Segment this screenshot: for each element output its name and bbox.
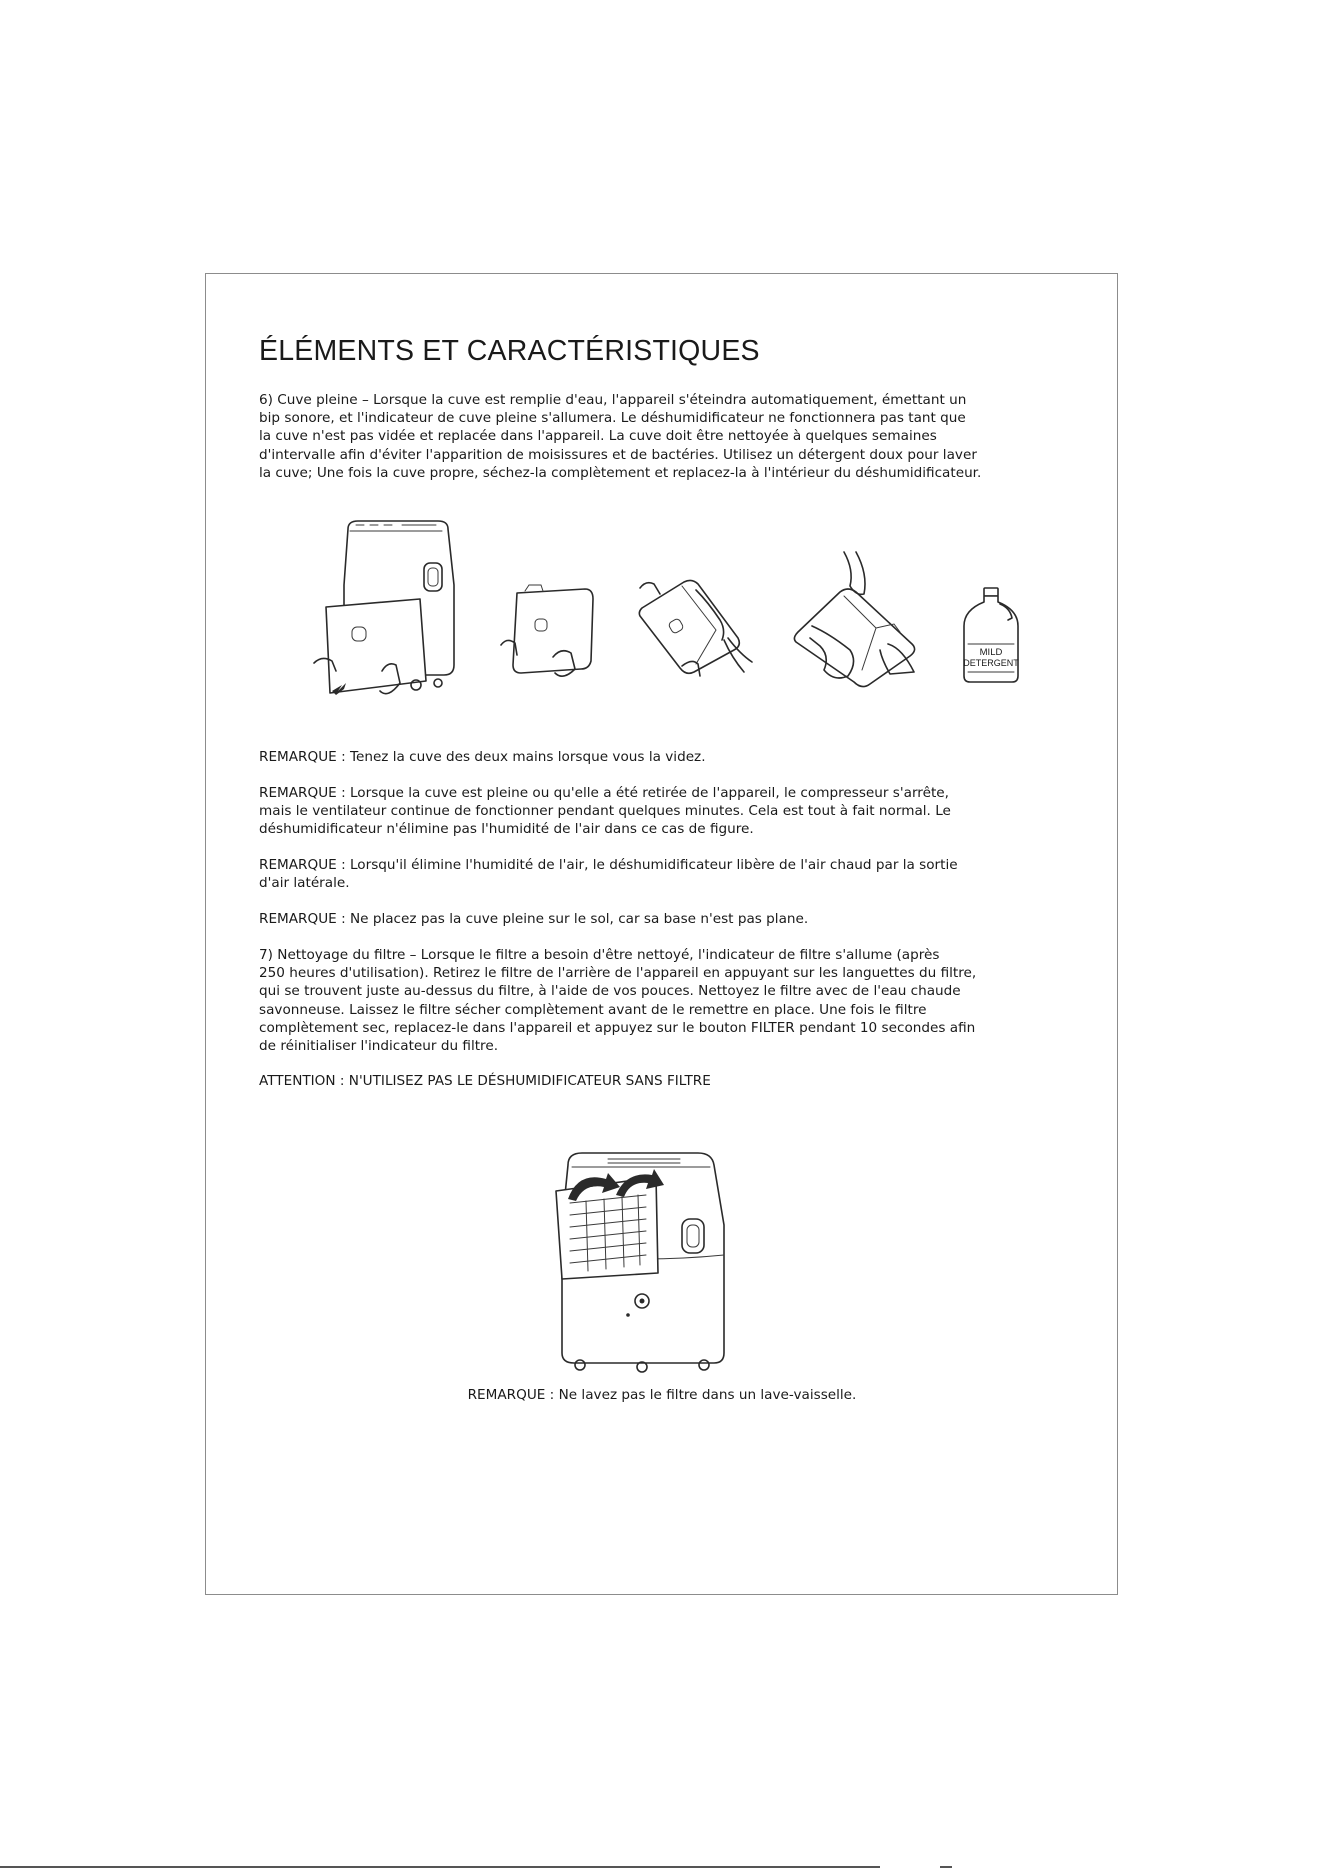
bottom-rule xyxy=(0,1866,880,1868)
tank-washing-illustration xyxy=(790,552,930,692)
filter-cleaning-paragraph: 7) Nettoyage du filtre – Lorsque le filtre a besoin d'être nettoyé, l'indicateur de filtre s'allume (après 250 heures d'utilisation). Retirez le filtre de l'arrière de l'appareil en appuyant sur les languettes du filtre, qui se trouvent juste au-dessus du filtre, à l'aide de vos pouces. Nettoyez le filtre avec de l'eau chaude savonneuse. Laissez le filtre sécher complètement avant de le remettre en place. Une fois le filtre complètement sec, replacez-le dans l'appareil et appuyez sur le bouton FILTER pendant 10 secondes afin de réinitialiser l'indicateur du filtre. xyxy=(259,947,977,1055)
filter-caption: REMARQUE : Ne lavez pas le filtre dans un lave-vaisselle. xyxy=(467,1387,857,1403)
detergent-label-line1: MILD xyxy=(979,647,1003,658)
note-warm-air: REMARQUE : Lorsqu'il élimine l'humidité de l'air, le déshumidificateur libère de l'air chaud par la sortie d'air latérale. xyxy=(259,857,958,892)
page-title: ÉLÉMENTS ET CARACTÉRISTIQUES xyxy=(259,335,760,367)
note-floor: REMARQUE : Ne placez pas la cuve pleine sur le sol, car sa base n'est pas plane. xyxy=(259,911,809,927)
detergent-label-line2: DETERGENT xyxy=(963,658,1019,668)
tank-emptying-illustration xyxy=(636,568,756,688)
detergent-bottle-illustration xyxy=(960,588,1022,684)
bottom-mark xyxy=(940,1866,952,1868)
tank-full-paragraph: 6) Cuve pleine – Lorsque la cuve est remplie d'eau, l'appareil s'éteindra automatiquement, émettant un bip sonore, et l'indicateur de cuve pleine s'allumera. Le déshumidificateur ne fonctionnera pas tant que la cuve n'est pas vidée et replacée dans l'appareil. La cuve doit être nettoyée à quelques semaines d'intervalle afin d'éviter l'apparition de moisissures et de bactéries. Utilisez un détergent doux pour laver la cuve; Une fois la cuve propre, séchez-la complètement et replacez-la à l'intérieur du déshumidificateur. xyxy=(259,392,982,481)
attention-warning: ATTENTION : N'UTILISEZ PAS LE DÉSHUMIDIFICATEUR SANS FILTRE xyxy=(259,1073,711,1089)
tank-removal-illustration xyxy=(308,515,458,705)
filter-removal-illustration xyxy=(548,1145,738,1375)
note-compressor: REMARQUE : Lorsque la cuve est pleine ou qu'elle a été retirée de l'appareil, le compresseur s'arrête, mais le ventilateur continue de fonctionner pendant quelques minutes. Cela est tout à fait normal. Le déshumidificateur n'élimine pas l'humidité de l'air dans ce cas de figure. xyxy=(259,785,951,838)
note-hands: REMARQUE : Tenez la cuve des deux mains lorsque vous la videz. xyxy=(259,749,706,765)
tank-held-illustration xyxy=(497,585,597,685)
